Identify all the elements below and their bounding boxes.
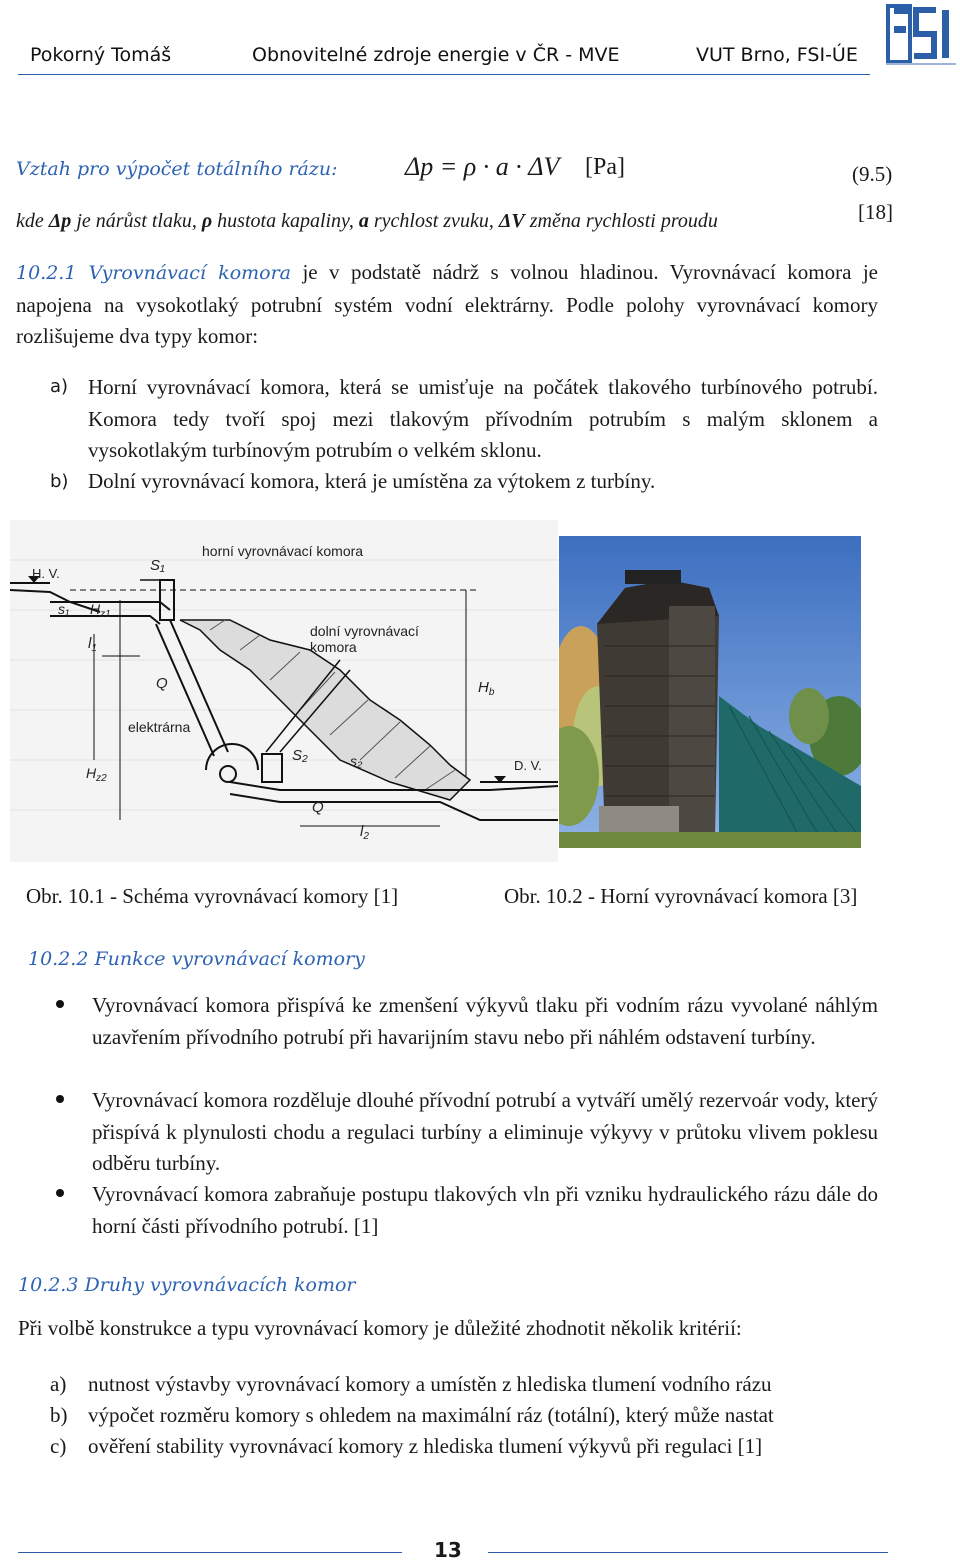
formula-description: kde Δp je nárůst tlaku, ρ hustota kapaliny, a rychlost zvuku, ΔV změna rychlosti proudu [16,210,718,232]
section1-marker-a: a) [50,376,69,397]
surge-chamber-schematic [10,520,558,862]
bullet-marker [56,1000,64,1008]
label-dv: D. V. [514,758,542,773]
label-plant: elektrárna [128,719,191,735]
label-s2: S₂ [292,747,308,764]
surge-chamber-photo [559,536,861,848]
bullet-marker [56,1095,64,1103]
section2-bullet-2: Vyrovnávací komora rozděluje dlouhé přívodní potrubí a vytváří umělý rezervoár vody, který přispívá k plynulosti chodu a regulaci turbíny a eliminuje výkyvy v průtoku vlivem poklesu odběru turbíny. [92,1088,878,1175]
label-s1: S₁ [150,557,165,574]
formula-reference: [18] [858,200,893,224]
label-hz2: $H_{z2}$ [86,765,107,784]
label-bottom-chamber-1: dolní vyrovnávací [310,623,419,639]
section2-bullet-3: Vyrovnávací komora zabraňuje postupu tlakových vln při vzniku hydraulického rázu dále do horní části přívodního potrubí. [1] [92,1182,878,1238]
bullet-marker [56,1189,64,1197]
section3-marker-c: c) [50,1434,67,1458]
formula-number: (9.5) [852,162,893,186]
section1-item-b: Dolní vyrovnávací komora, která je umístěna za výtokem z turbíny. [88,469,656,493]
fsi-logo [886,0,956,68]
label-q1: Q [156,675,168,692]
section3-item-b: výpočet rozměru komory s ohledem na maximální ráz (totální), který může nastat [88,1403,774,1427]
section3-item-c: ověření stability vyrovnávací komory z hlediska tlumení výkyvů při regulaci [1] [88,1434,763,1458]
formula-expression: Δp = ρ · a · ΔV [405,152,560,181]
section3-item-a: nutnost výstavby vyrovnávací komory a umístěn z hlediska tlumení vodního rázu [88,1372,772,1396]
label-top-chamber: horní vyrovnávací komora [202,543,364,559]
section3-intro: Při volbě konstrukce a typu vyrovnávací komory je důležité zhodnotit několik kritérií: [18,1316,742,1340]
label-hv: H. V. [32,566,60,581]
formula-unit: [Pa] [585,154,625,180]
section3-marker-b: b) [50,1403,68,1427]
footer-rule-right [488,1552,888,1553]
label-s1-small: s₁ [58,601,70,617]
header-author: Pokorný Tomáš [30,44,172,66]
label-q2: Q [312,799,324,816]
header-institution: VUT Brno, FSI-ÚE [696,44,858,66]
page-number: 13 [434,1538,462,1562]
label-hz1: $H_{z1}$ [90,601,111,620]
label-s2-small: s₂ [350,753,363,769]
label-bottom-chamber-2: komora [310,639,357,655]
section2-bullet-1: Vyrovnávací komora přispívá ke zmenšení výkyvů tlaku při vodním rázu vyvolané náhlým uzavřením přívodního potrubí při havarijním stavu nebo při náhlém odstavení turbíny. [92,993,878,1049]
header-rule [18,74,870,75]
section1-heading: 10.2.1 Vyrovnávací komora [16,262,291,284]
label-hb: $H_b$ [478,679,495,698]
section1-paragraph: 10.2.1 Vyrovnávací komora je v podstatě nádrž s volnou hladinou. Vyrovnávací komora je napojena na vysokotlaký potrubní systém vodní elektrárny. Podle polohy vyrovnávací komory rozlišujeme dva typy komor: [16,260,878,348]
section3-heading: 10.2.3 Druhy vyrovnávacích komor [18,1274,356,1296]
header-title: Obnovitelné zdroje energie v ČR - MVE [252,44,620,66]
section3-marker-a: a) [50,1372,67,1396]
formula-label: Vztah pro výpočet totálního rázu: [16,158,338,180]
figure-caption-right: Obr. 10.2 - Horní vyrovnávací komora [3] [504,884,858,908]
label-l2: $l_2$ [360,823,369,842]
figure-caption-left: Obr. 10.1 - Schéma vyrovnávací komory [1] [26,884,399,908]
label-l1: $l_1$ [88,635,97,654]
footer-rule-left [18,1552,402,1553]
section1-marker-b: b) [50,471,69,492]
section1-item-a: Horní vyrovnávací komora, která se umisťuje na počátek tlakového turbínového potrubí. Komora tedy tvoří spoj mezi tlakovým přívodním potrubím s malým sklonem a vysokotlakým turbínovým potrubím o velkém sklonu. [88,375,878,462]
section2-heading: 10.2.2 Funkce vyrovnávací komory [28,948,365,970]
